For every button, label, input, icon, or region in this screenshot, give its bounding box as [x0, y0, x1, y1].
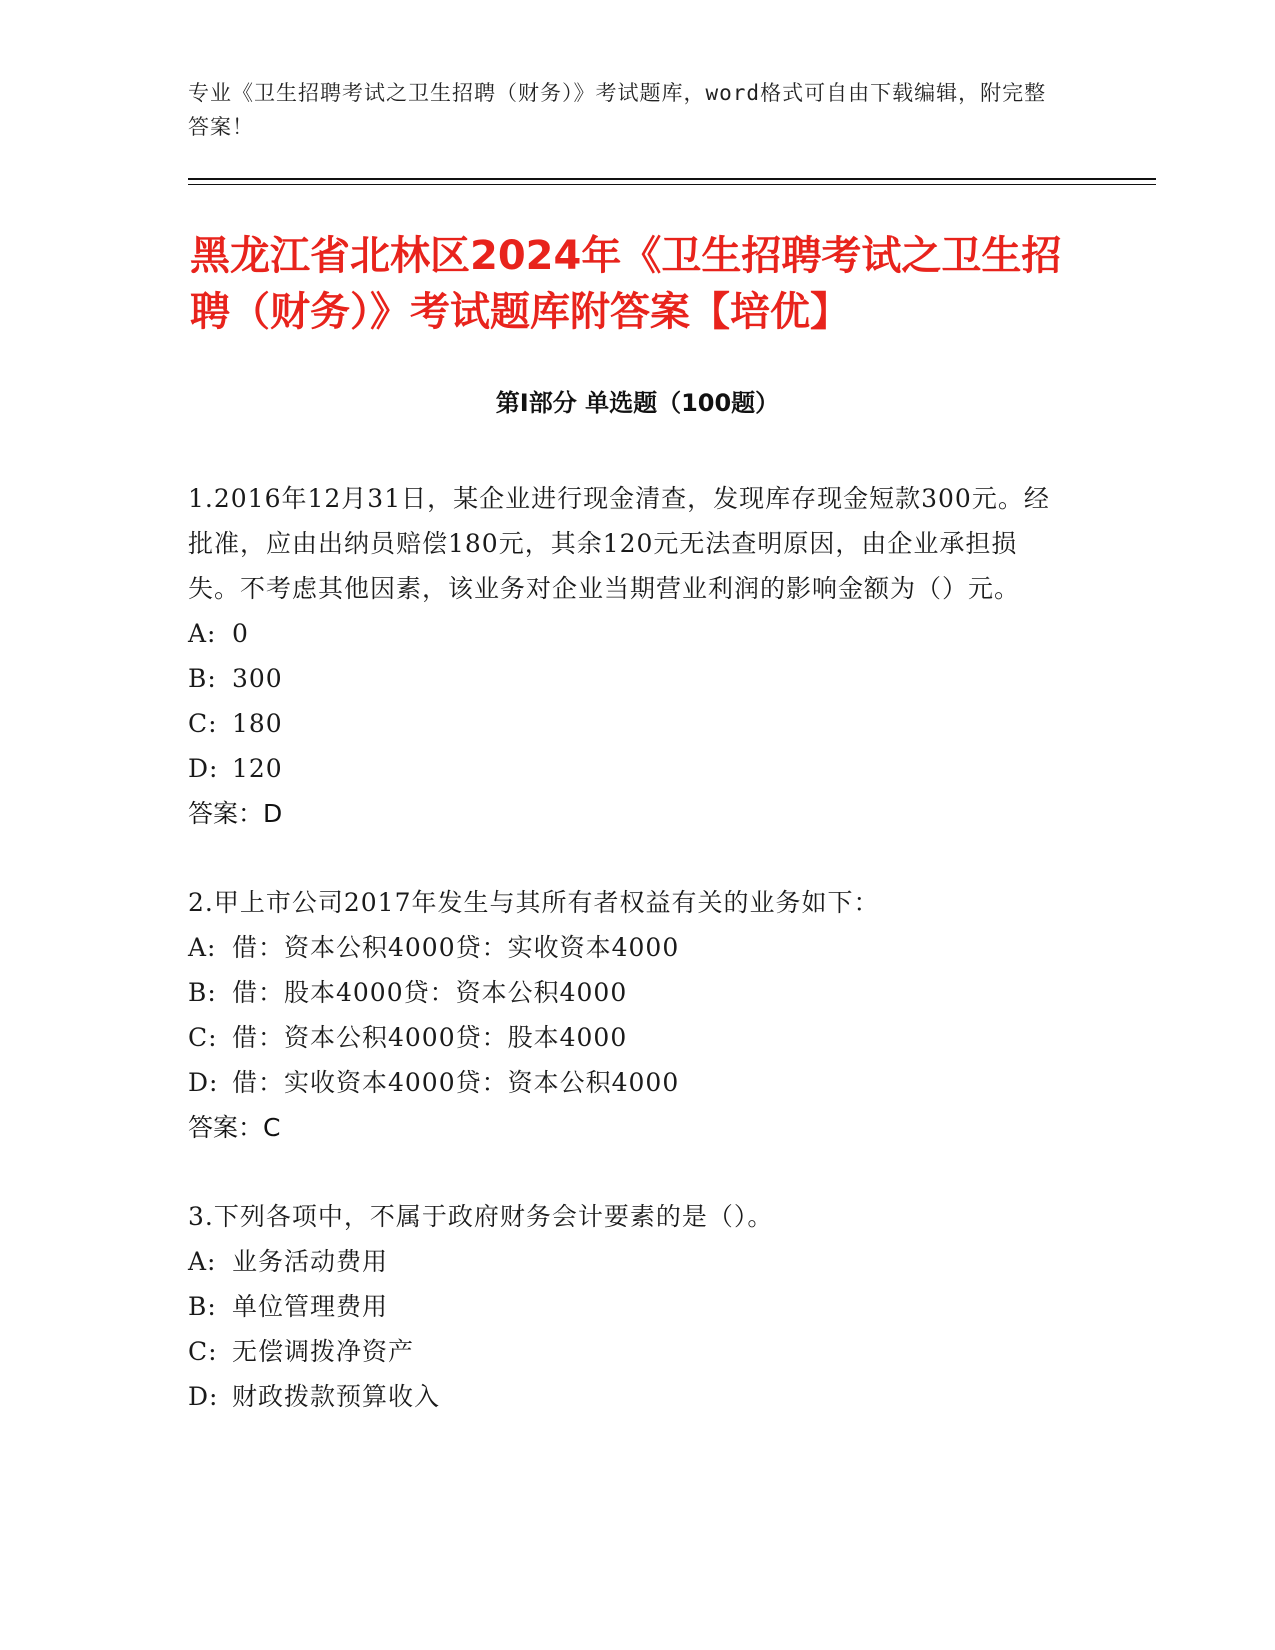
option-text: 单位管理费用	[232, 1292, 389, 1321]
option-c	[188, 1015, 1068, 1060]
option-letter: C:	[188, 1337, 218, 1366]
option-letter: D:	[188, 1382, 219, 1411]
option-c	[188, 701, 1068, 746]
question-1	[188, 476, 1068, 836]
option-letter: D:	[188, 1068, 219, 1097]
answer-line: 答案：D	[188, 799, 283, 828]
option-d	[188, 1060, 1068, 1105]
option-text: 借：实收资本4000贷：资本公积4000	[232, 1068, 680, 1097]
header-divider	[188, 178, 1156, 180]
option-letter: A:	[188, 933, 217, 962]
option-d	[188, 746, 1068, 791]
option-text: 业务活动费用	[232, 1247, 389, 1276]
answer-line: 答案：C	[188, 1113, 281, 1142]
header-divider-thin	[188, 184, 1156, 185]
option-letter: D:	[188, 754, 219, 783]
question-stem: 3.下列各项中，不属于政府财务会计要素的是（）。	[188, 1202, 774, 1231]
option-text: 借：资本公积4000贷：实收资本4000	[232, 933, 680, 962]
header-note: 专业《卫生招聘考试之卫生招聘（财务）》考试题库，word格式可自由下载编辑，附完整答案！	[188, 81, 1047, 139]
option-letter: A:	[188, 619, 217, 648]
question-stem: 1.2016年12月31日，某企业进行现金清查，发现库存现金短款300元。经批准，应由出纳员赔偿180元，其余120元无法查明原因，由企业承担损失。不考虑其他因素，该业务对企业当期营业利润的影响金额为（）元。	[188, 484, 1050, 603]
document-title: 黑龙江省北林区2024年《卫生招聘考试之卫生招聘（财务）》考试题库附答案【培优】	[190, 233, 1062, 335]
option-a	[188, 611, 1068, 656]
option-b	[188, 970, 1068, 1015]
option-text: 借：资本公积4000贷：股本4000	[232, 1023, 628, 1052]
option-text: 120	[232, 754, 283, 783]
option-b	[188, 656, 1068, 701]
option-letter: C:	[188, 1023, 218, 1052]
option-a	[188, 925, 1068, 970]
option-a	[188, 1239, 1068, 1284]
option-letter: C:	[188, 709, 218, 738]
option-text: 0	[232, 619, 249, 648]
option-text: 300	[232, 664, 283, 693]
question-list	[188, 476, 1068, 1463]
option-text: 无偿调拨净资产	[232, 1337, 415, 1366]
option-letter: B:	[188, 664, 217, 693]
question-stem: 2.甲上市公司2017年发生与其所有者权益有关的业务如下：	[188, 888, 880, 917]
section-heading: 第Ⅰ部分 单选题（100题）	[495, 389, 780, 417]
option-text: 180	[232, 709, 283, 738]
option-letter: B:	[188, 978, 217, 1007]
option-letter: A:	[188, 1247, 217, 1276]
option-text: 借：股本4000贷：资本公积4000	[232, 978, 628, 1007]
option-b	[188, 1284, 1068, 1329]
option-letter: B:	[188, 1292, 217, 1321]
option-c	[188, 1329, 1068, 1374]
question-2	[188, 880, 1068, 1150]
option-d	[188, 1374, 1068, 1419]
option-text: 财政拨款预算收入	[232, 1382, 441, 1411]
question-3	[188, 1194, 1068, 1419]
